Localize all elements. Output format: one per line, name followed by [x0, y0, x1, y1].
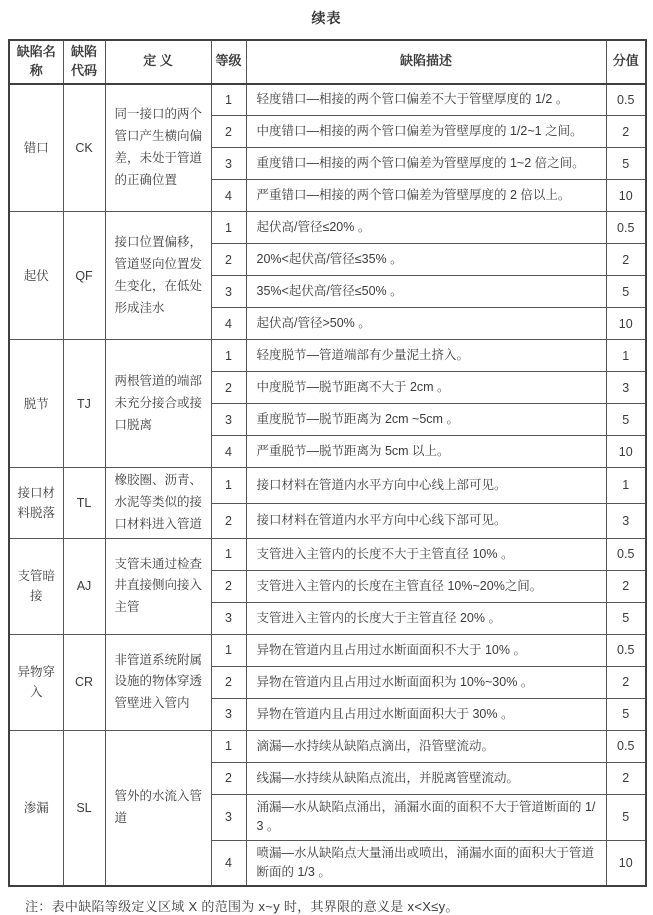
score-cell: 5	[606, 602, 646, 634]
column-header-grade: 等级	[211, 40, 246, 84]
table-row	[9, 538, 646, 570]
score-cell: 0.5	[606, 84, 646, 116]
description-cell: 支管进入主管内的长度在主管直径 10%~20%之间。	[246, 570, 606, 602]
grade-cell: 1	[211, 538, 246, 570]
description-cell: 支管进入主管内的长度大于主管直径 20% 。	[246, 602, 606, 634]
grade-cell: 3	[211, 602, 246, 634]
score-cell: 5	[606, 148, 646, 180]
score-cell: 2	[606, 570, 646, 602]
score-cell: 3	[606, 372, 646, 404]
score-cell: 2	[606, 116, 646, 148]
defect-name-cell: 错口	[9, 84, 63, 212]
grade-cell: 1	[211, 634, 246, 666]
score-cell: 10	[606, 180, 646, 212]
score-cell: 0.5	[606, 634, 646, 666]
description-cell: 滴漏—水持续从缺陷点滴出，沿管壁流动。	[246, 730, 606, 762]
score-cell: 5	[606, 276, 646, 308]
description-cell: 接口材料在管道内水平方向中心线下部可见。	[246, 503, 606, 538]
description-cell: 异物在管道内且占用过水断面面积大于 30% 。	[246, 698, 606, 730]
defect-code-cell: TJ	[63, 340, 105, 468]
grade-cell: 2	[211, 762, 246, 794]
defect-name-cell: 接口材料脱落	[9, 468, 63, 539]
description-cell: 轻度脱节—管道端部有少量泥土挤入。	[246, 340, 606, 372]
table-row	[9, 468, 646, 503]
description-cell: 线漏—水持续从缺陷点流出，并脱离管壁流动。	[246, 762, 606, 794]
grade-cell: 1	[211, 340, 246, 372]
grade-cell: 3	[211, 276, 246, 308]
column-header-description: 缺陷描述	[246, 40, 606, 84]
defect-code-cell: TL	[63, 468, 105, 539]
grade-cell: 4	[211, 436, 246, 468]
defect-code-cell: CR	[63, 634, 105, 730]
defect-name-cell: 支管暗接	[9, 538, 63, 634]
description-cell: 重度错口—相接的两个管口偏差为管壁厚度的 1~2 倍之间。	[246, 148, 606, 180]
grade-cell: 2	[211, 116, 246, 148]
defect-definition-cell: 同一接口的两个管口产生横向偏差，未处于管道的正确位置	[105, 84, 211, 212]
score-cell: 5	[606, 404, 646, 436]
table-header	[9, 40, 646, 84]
description-cell: 喷漏—水从缺陷点大量涌出或喷出，涌漏水面的面积大于管道断面的 1/3 。	[246, 840, 606, 886]
description-cell: 涌漏—水从缺陷点涌出，涌漏水面的面积不大于管道断面的 1/3 。	[246, 794, 606, 840]
score-cell: 10	[606, 436, 646, 468]
grade-cell: 1	[211, 84, 246, 116]
description-cell: 35%<起伏高/管径≤50% 。	[246, 276, 606, 308]
defect-name-cell: 异物穿入	[9, 634, 63, 730]
grade-cell: 2	[211, 244, 246, 276]
grade-cell: 4	[211, 308, 246, 340]
defect-name-cell: 渗漏	[9, 730, 63, 886]
column-header-score: 分值	[606, 40, 646, 84]
score-cell: 3	[606, 503, 646, 538]
grade-cell: 4	[211, 840, 246, 886]
grade-cell: 3	[211, 794, 246, 840]
score-cell: 10	[606, 308, 646, 340]
defect-definition-cell: 支管未通过检查井直接侧向接入主管	[105, 538, 211, 634]
score-cell: 2	[606, 666, 646, 698]
score-cell: 2	[606, 762, 646, 794]
description-cell: 20%<起伏高/管径≤35% 。	[246, 244, 606, 276]
defect-name-cell: 起伏	[9, 212, 63, 340]
column-header-definition: 定 义	[105, 40, 211, 84]
footnote: 注：表中缺陷等级定义区域 X 的范围为 x~y 时，其界限的意义是 x<X≤y。	[25, 899, 459, 915]
grade-cell: 3	[211, 404, 246, 436]
defect-code-cell: AJ	[63, 538, 105, 634]
score-cell: 1	[606, 468, 646, 503]
defect-code-cell: SL	[63, 730, 105, 886]
score-cell: 5	[606, 794, 646, 840]
defect-definition-cell: 两根管道的端部未充分接合或接口脱离	[105, 340, 211, 468]
defect-definition-cell: 非管道系统附属设施的物体穿透管壁进入管内	[105, 634, 211, 730]
score-cell: 2	[606, 244, 646, 276]
description-cell: 严重脱节—脱节距离为 5cm 以上。	[246, 436, 606, 468]
defect-code-cell: QF	[63, 212, 105, 340]
score-cell: 1	[606, 340, 646, 372]
page-title: 续表	[311, 10, 342, 26]
defect-code-cell: CK	[63, 84, 105, 212]
description-cell: 起伏高/管径≤20% 。	[246, 212, 606, 244]
grade-cell: 3	[211, 148, 246, 180]
description-cell: 起伏高/管径>50% 。	[246, 308, 606, 340]
grade-cell: 1	[211, 468, 246, 503]
description-cell: 中度脱节—脱节距离不大于 2cm 。	[246, 372, 606, 404]
description-cell: 中度错口—相接的两个管口偏差为管壁厚度的 1/2~1 之间。	[246, 116, 606, 148]
table-row	[9, 212, 646, 244]
defect-grade-table	[8, 39, 647, 887]
defect-name-cell: 脱节	[9, 340, 63, 468]
description-cell: 接口材料在管道内水平方向中心线上部可见。	[246, 468, 606, 503]
description-cell: 支管进入主管内的长度不大于主管直径 10% 。	[246, 538, 606, 570]
column-header-defect-code: 缺陷代码	[63, 40, 105, 84]
table-row	[9, 634, 646, 666]
score-cell: 5	[606, 698, 646, 730]
defect-definition-cell: 接口位置偏移，管道竖向位置发生变化，在低处形成洼水	[105, 212, 211, 340]
header-row	[9, 40, 646, 84]
grade-cell: 4	[211, 180, 246, 212]
description-cell: 轻度错口—相接的两个管口偏差不大于管壁厚度的 1/2 。	[246, 84, 606, 116]
score-cell: 0.5	[606, 538, 646, 570]
grade-cell: 3	[211, 698, 246, 730]
description-cell: 重度脱节—脱节距离为 2cm ~5cm 。	[246, 404, 606, 436]
description-cell: 异物在管道内且占用过水断面面积为 10%~30% 。	[246, 666, 606, 698]
defect-definition-cell: 橡胶圈、沥青、水泥等类似的接口材料进入管道	[105, 468, 211, 539]
table-row	[9, 84, 646, 116]
description-cell: 严重错口—相接的两个管口偏差为管壁厚度的 2 倍以上。	[246, 180, 606, 212]
column-header-defect-name: 缺陷名称	[9, 40, 63, 84]
table-row	[9, 340, 646, 372]
grade-cell: 1	[211, 730, 246, 762]
table-row	[9, 730, 646, 762]
score-cell: 0.5	[606, 730, 646, 762]
grade-cell: 2	[211, 372, 246, 404]
grade-cell: 2	[211, 570, 246, 602]
grade-cell: 2	[211, 503, 246, 538]
grade-cell: 2	[211, 666, 246, 698]
score-cell: 0.5	[606, 212, 646, 244]
grade-cell: 1	[211, 212, 246, 244]
defect-definition-cell: 管外的水流入管道	[105, 730, 211, 886]
description-cell: 异物在管道内且占用过水断面面积不大于 10% 。	[246, 634, 606, 666]
table-body	[9, 84, 646, 887]
score-cell: 10	[606, 840, 646, 886]
